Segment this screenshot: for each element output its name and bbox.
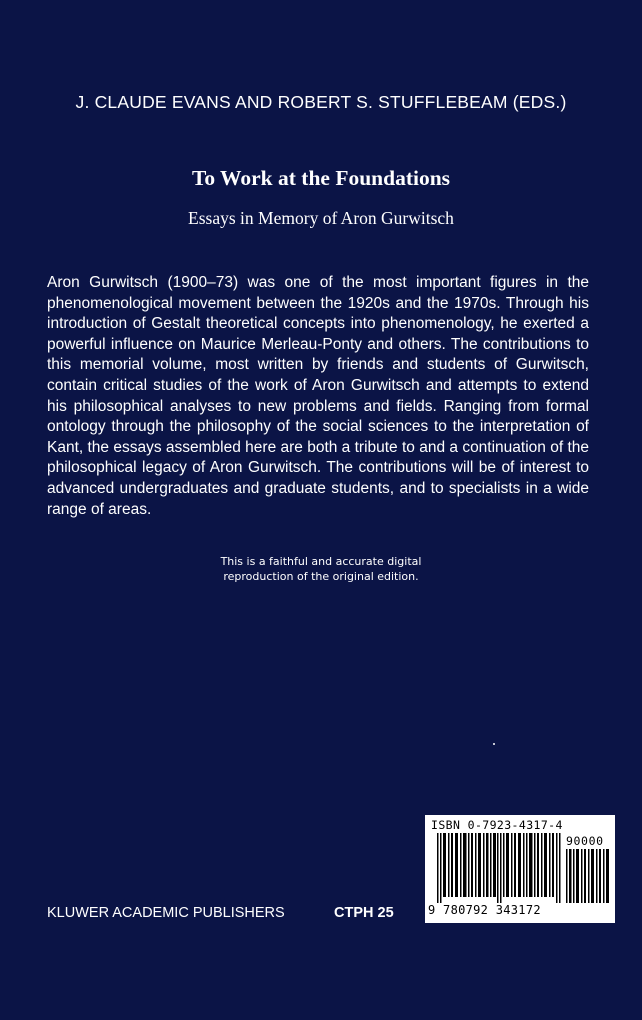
series-number: CTPH 25 [334,905,394,921]
addon-barcode-icon [566,849,610,903]
barcode-block [425,815,615,923]
ean-digits: 9 780792 343172 [428,903,541,917]
book-subtitle: Essays in Memory of Aron Gurwitsch [188,208,454,228]
notice-line-2: reproduction of the original edition. [223,570,419,583]
speck-dot [493,743,495,745]
book-title: To Work at the Foundations [191,166,451,190]
addon-digits: 90000 [566,834,604,848]
notice-line-1: This is a faithful and accurate digital [220,555,422,568]
blurb-paragraph: Aron Gurwitsch (1900–73) was one of the most important figures in the phenomenological movement between the 1920s and the 1970s. Through his introduction of Gestalt theoretical concepts into phenomenology, he exerted a powerful influence on Maurice Merleau-Ponty and others. The contributions to this memorial volume, most written by friends and students of Gurwitsch, contain critical studies of the work of Aron Gurwitsch and attempts to extend his philosophical analyses to new problems and fields. Ranging from formal ontology through the philosophy of the social sciences to the interpretation of Kant, the essays assembled here are both a tribute to and a continuation of the philosophical legacy of Aron Gurwitsch. The contributions will be of interest to advanced undergraduates and graduate students, and to specialists in a wide range of areas. [47,274,589,518]
publisher-name: KLUWER ACADEMIC PUBLISHERS [47,905,285,921]
digital-reproduction-notice [0,554,642,584]
isbn-label: ISBN 0-7923-4317-4 [431,818,563,832]
editors-line: J. CLAUDE EVANS AND ROBERT S. STUFFLEBEAM (EDS.) [75,92,567,112]
barcode-icon [437,833,561,903]
